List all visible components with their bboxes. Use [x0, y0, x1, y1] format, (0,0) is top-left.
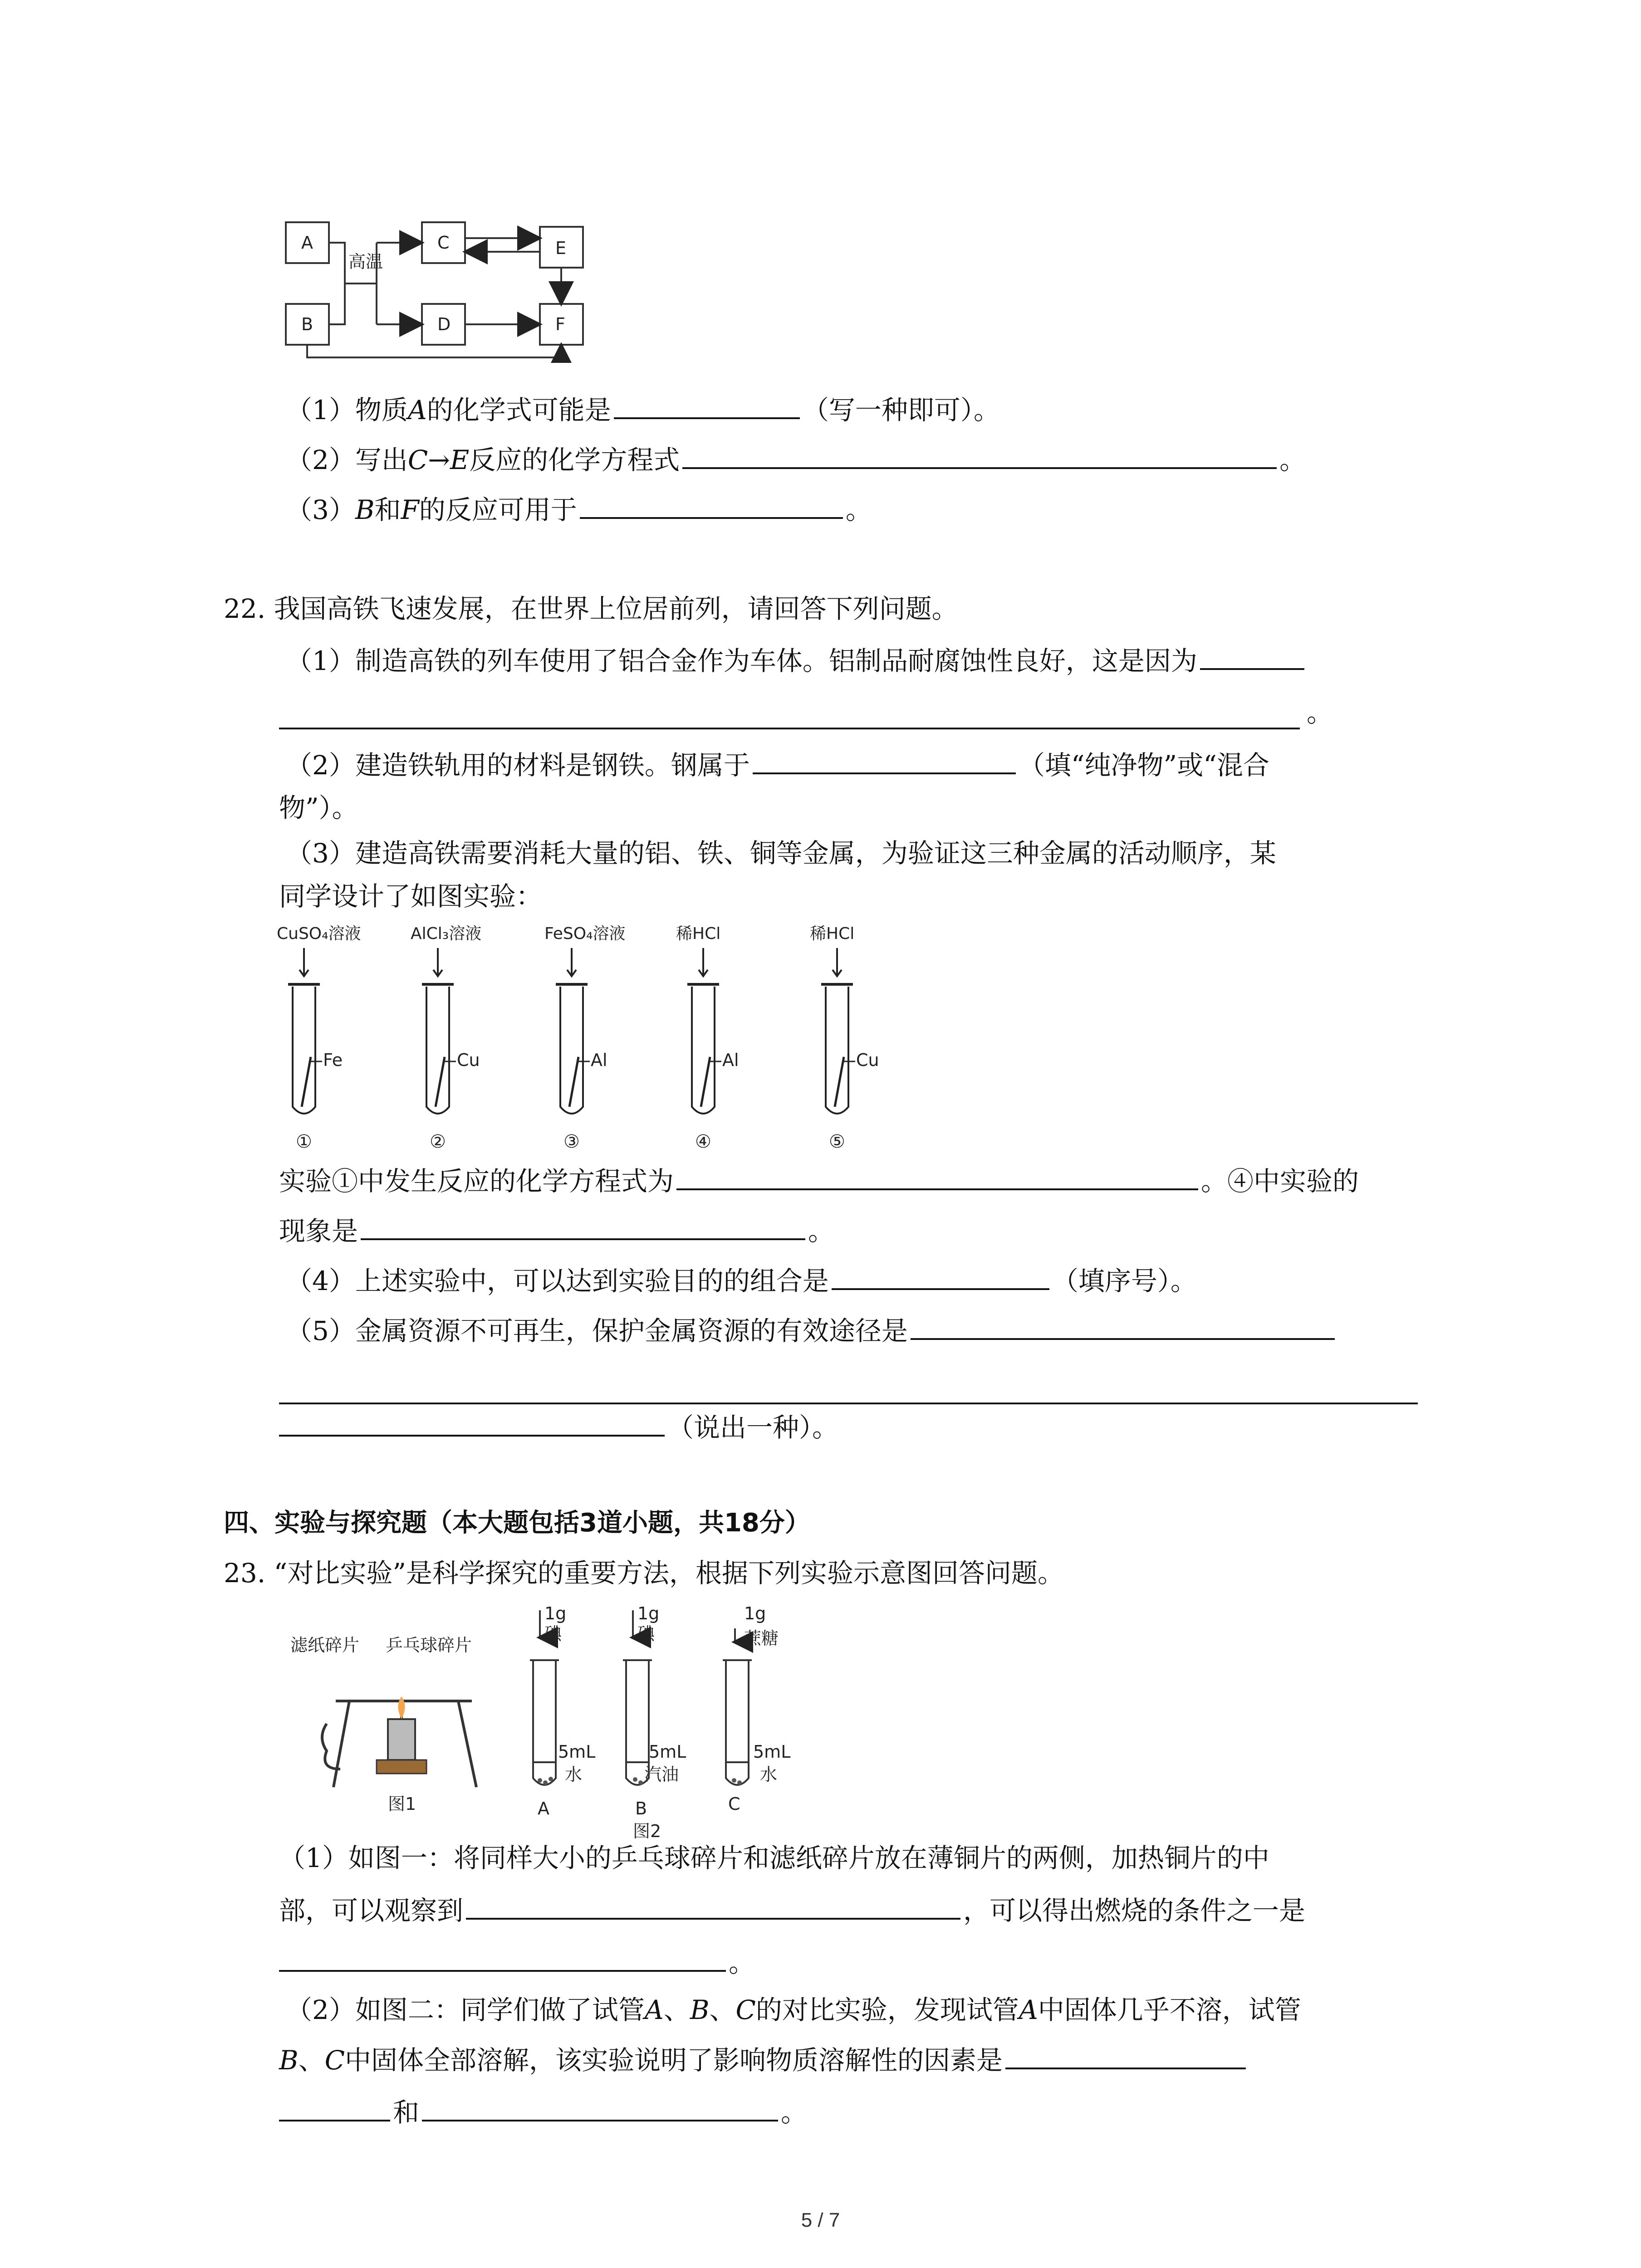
q22-s3a: （3）建造高铁需要消耗大量的铝、铁、铜等金属，为验证这三种金属的活动顺序，某: [286, 838, 1276, 869]
q22-s2: （2）建造铁轨用的材料是钢铁。钢属于 （填“纯净物”或“混合: [286, 746, 1269, 782]
tubeC-top1: 1g: [744, 1603, 766, 1623]
tube-reagent-label: 稀HCl: [676, 924, 721, 943]
tubeA-label: A: [538, 1799, 549, 1818]
q22-exp1: 实验①中发生反应的化学方程式为 。④中实验的: [279, 1162, 1359, 1198]
tube-metal-label: Al: [591, 1050, 607, 1070]
test-tube-5: [810, 924, 879, 1152]
q22-s1-end: 。: [1307, 697, 1333, 728]
blank-answer[interactable]: [911, 1312, 1335, 1340]
q22-s5: （5）金属资源不可再生，保护金属资源的有效途径是: [286, 1312, 1337, 1347]
tube-reagent-label: AlCl₃溶液: [411, 924, 482, 943]
metal-tubes-figure: [277, 921, 935, 1157]
section-4-heading: 四、实验与探究题（本大题包括3道小题，共18分）: [224, 1508, 810, 1538]
blank-answer[interactable]: [361, 1212, 805, 1240]
tubeA-top1: 1g: [544, 1603, 567, 1623]
blank-answer[interactable]: [614, 391, 800, 419]
tubeB-label: B: [635, 1799, 647, 1818]
tube-number: ④: [695, 1131, 711, 1152]
blank-answer[interactable]: [1005, 2041, 1246, 2069]
blank-answer[interactable]: [422, 2093, 778, 2121]
flow-diagram: [272, 213, 599, 363]
tube-number: ⑤: [829, 1131, 845, 1152]
condition-label: 高温: [348, 252, 383, 272]
box-b-label: B: [301, 314, 314, 334]
tube-reagent-label: FeSO₄溶液: [544, 924, 626, 943]
q23-s2b: B、C中固体全部溶解，该实验说明了影响物质溶解性的因素是: [279, 2041, 1249, 2077]
blank-answer[interactable]: [753, 746, 1016, 774]
tubeA-liq2: 水: [565, 1765, 583, 1784]
q22-exp2: 现象是 。: [279, 1212, 834, 1247]
q22-s3b: 同学设计了如图实验：: [279, 881, 543, 912]
fig1-label-paper: 滤纸碎片: [290, 1635, 360, 1655]
blank-answer[interactable]: [580, 491, 843, 519]
tubeB-liq1: 5mL: [649, 1742, 686, 1762]
q23-s2a: （2）如图二：同学们做了试管A、B、C的对比实验，发现试管A中固体几乎不溶，试管: [286, 1994, 1301, 2025]
q22-s1: （1）制造高铁的列车使用了铝合金作为车体。铝制品耐腐蚀性良好，这是因为: [286, 642, 1307, 677]
box-a-label: A: [301, 233, 313, 253]
test-tube-1: [277, 924, 361, 1152]
blank-answer[interactable]: [279, 1408, 665, 1437]
box-f-label: F: [555, 314, 565, 334]
blank-answer[interactable]: [466, 1892, 960, 1920]
box-c-label: C: [437, 233, 450, 253]
tube-number: ③: [563, 1131, 580, 1152]
blank-answer[interactable]: [1200, 642, 1304, 670]
q23-intro: 23. “对比实验”是科学探究的重要方法，根据下列实验示意图回答问题。: [224, 1558, 1064, 1589]
q21-line3: （3）B和F的反应可用于 。: [286, 491, 872, 526]
test-tube-3: [544, 924, 626, 1152]
blank-answer[interactable]: [832, 1262, 1049, 1290]
q23-s1d: 。: [279, 1944, 755, 1979]
q22-s5-end: （说出一种）。: [279, 1408, 838, 1444]
combustion-figure: [272, 1610, 508, 1842]
blank-answer-line[interactable]: [279, 1403, 1418, 1404]
tubeB-top1: 1g: [637, 1603, 660, 1623]
blank-answer[interactable]: [279, 2093, 390, 2121]
tube-metal-label: Cu: [856, 1050, 879, 1070]
q23-s1a: （1）如图一：将同样大小的乒乓球碎片和滤纸碎片放在薄铜片的两侧，加热铜片的中: [279, 1843, 1269, 1873]
tube-reagent-label: 稀HCl: [810, 924, 855, 943]
blank-answer[interactable]: [682, 441, 1277, 469]
q23-s2c: 和 。: [279, 2093, 807, 2129]
tube-metal-label: Cu: [457, 1050, 480, 1070]
box-d-label: D: [437, 314, 451, 334]
tube-metal-label: Fe: [323, 1050, 343, 1070]
tube-number: ①: [296, 1131, 312, 1152]
q22-intro: 22. 我国高铁飞速发展，在世界上位居前列，请回答下列问题。: [224, 593, 958, 624]
tubeC-liq2: 水: [760, 1765, 778, 1784]
tubeC-top2: 蔗糖: [744, 1628, 779, 1648]
test-tube-2: [411, 924, 481, 1152]
tubeC-label: C: [728, 1794, 740, 1814]
tubeA-liq1: 5mL: [558, 1742, 596, 1762]
fig1-label-pingpong: 乒乓球碎片: [386, 1635, 472, 1655]
q22-s4: （4）上述实验中，可以达到实验目的的组合是 （填序号）。: [286, 1262, 1197, 1297]
q23-s1b: 部，可以观察到 ，可以得出燃烧的条件之一是: [279, 1892, 1305, 1927]
tube-metal-label: Al: [722, 1050, 739, 1070]
tube-reagent-label: CuSO₄溶液: [277, 924, 361, 943]
tubeB-top2: 碘: [637, 1624, 655, 1644]
solubility-figure: [522, 1601, 821, 1842]
box-e-label: E: [555, 238, 567, 258]
tubes-svg: [277, 921, 935, 1157]
tubeC-liq1: 5mL: [753, 1742, 791, 1762]
blank-answer[interactable]: [676, 1162, 1198, 1190]
page-number: 5 / 7: [801, 2209, 840, 2231]
blank-answer-line[interactable]: [279, 728, 1300, 729]
q21-line2: （2）写出C→E反应的化学方程式 。: [286, 441, 1306, 476]
q22-s2c: 物”）。: [279, 792, 358, 823]
tubeA-top2: 碘: [544, 1624, 562, 1644]
tube-number: ②: [430, 1131, 446, 1152]
q21-line1: （1）物质A的化学式可能是 （写一种即可）。: [286, 391, 1000, 426]
blank-answer[interactable]: [279, 1944, 726, 1972]
test-tube-4: [676, 924, 739, 1152]
fig2-caption: 图2: [633, 1821, 661, 1841]
fig1-caption: 图1: [388, 1794, 416, 1814]
tubeB-liq2: 汽油: [644, 1765, 679, 1784]
